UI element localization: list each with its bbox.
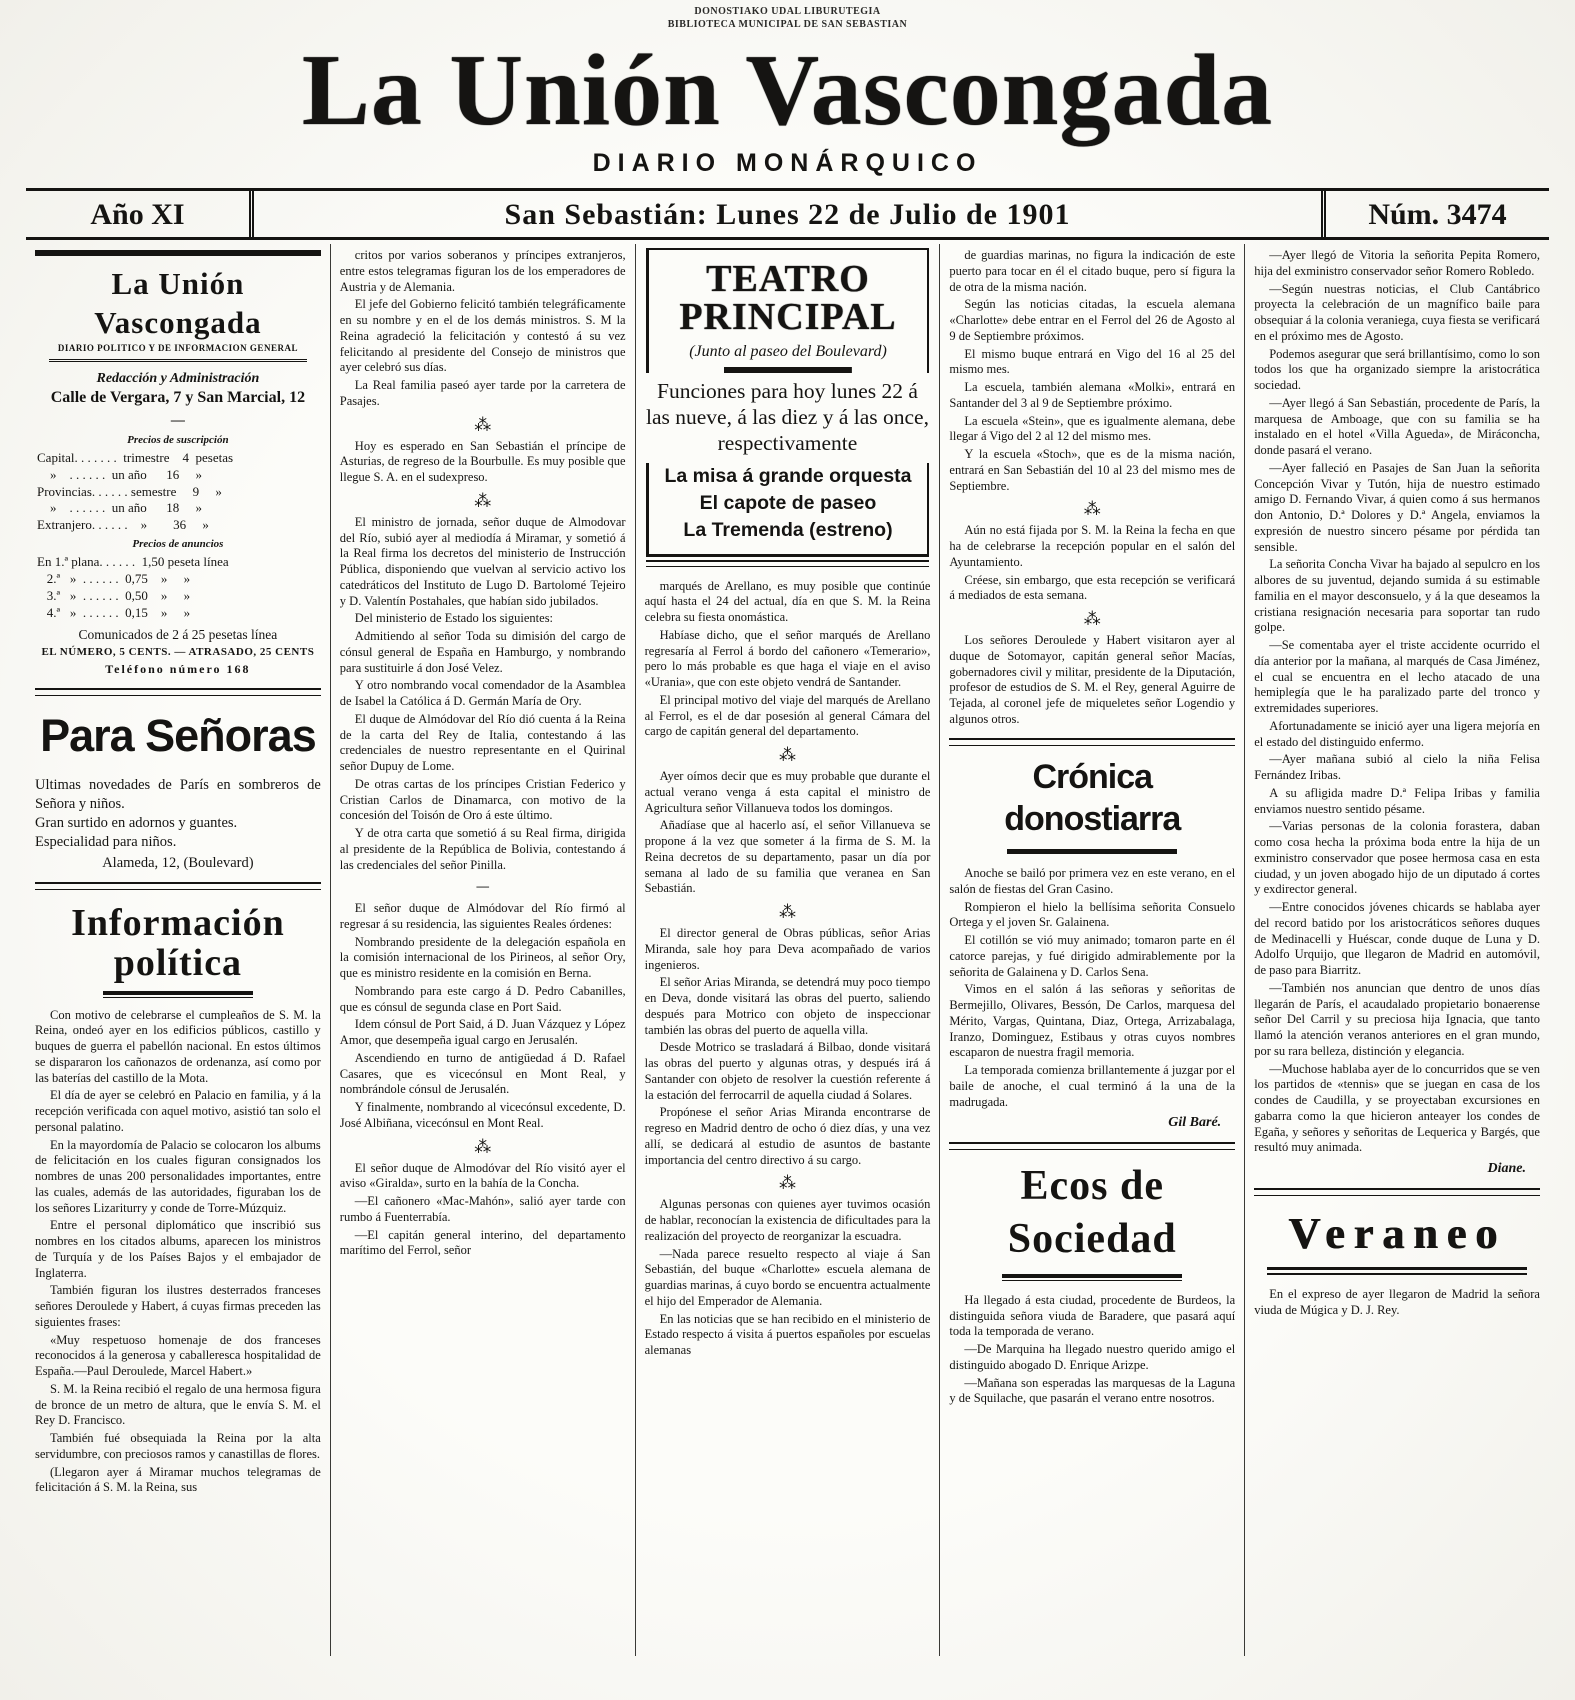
- paragraph: Idem cónsul de Port Said, á D. Juan Vázquez y López Amor, que desempeña igual cargo en Jerusalén.: [339, 1017, 626, 1048]
- paragraph: Rompieron el hielo la bellísima señorita Consuelo Ortega y el joven Sr. Galainena.: [949, 899, 1236, 930]
- paragraph: Nombrando presidente de la delegación española en la comisión internacional de los Pirineos, al señor Ory, que es ministro residente en la comisión en Berna.: [339, 934, 626, 981]
- communiques-line: Comunicados de 2 á 25 pesetas línea: [78, 626, 278, 642]
- paragraph: Y otro nombrando vocal comendador de la Asamblea de Isabel la Católica á D. Germán María de Ory.: [339, 678, 626, 709]
- paragraph: En el expreso de ayer llegaron de Madrid la señora viuda de Múgica y D. J. Rey.: [1254, 1287, 1540, 1317]
- masthead-title: La Unión Vascongada: [301, 34, 1274, 147]
- dateline-year: Año XI: [26, 191, 254, 237]
- divider: —: [170, 413, 185, 429]
- theater-show-title: La misa á grande orquesta: [646, 463, 930, 490]
- theater-show-title: El capote de paseo: [646, 490, 930, 517]
- section-headline: Veraneo: [1254, 1206, 1540, 1275]
- paragraph: Ha llegado á esta ciudad, procedente de Burdeos, la distinguida señora viuda de Baradere, que pasará aquí toda la temporada de verano.: [949, 1292, 1236, 1339]
- paragraph: El cotillón se vió muy animado; tomaron parte en él catorce parejas, y fué dirigido admirablemente por la señorita de Galainena y D. Carlos Sena.: [949, 933, 1236, 979]
- paragraph: El ministro de jornada, señor duque de Almodovar del Río, subió ayer al mediodía á Miramar, y sometió á la Real firma los decretos del ministerio de Instrucción Pública, disponiendo que vuelvan al servicio activo los catedráticos del Instituto de Lugo D. Bartolomé Tejeiro y D. Valentín Postahales, que habían sido jubilados.: [339, 514, 626, 608]
- divider: [1254, 1188, 1540, 1196]
- paragraph: —De Marquina ha llegado nuestro querido amigo el distinguido abogado D. Enrique Arizpe.: [949, 1342, 1236, 1372]
- telephone-line: Teléfono número 168: [105, 662, 251, 677]
- paragraph: En las noticias que se han recibido en el ministerio de Estado respecto á visita á puertos españoles por escuelas alemanas: [644, 1311, 931, 1358]
- paragraph: Propónese el señor Arias Miranda encontrarse de regreso en Madrid dentro de ocho ó diez días, y una vez allí, se dedicará al estudio de asuntos de bastante importancia del centro directivo á su cargo.: [644, 1105, 931, 1167]
- columns-container: [26, 244, 1549, 1656]
- issue-price-line: EL NÚMERO, 5 CENTS. — ATRASADO, 25 CENTS: [41, 645, 315, 658]
- paragraph: La escuela, también alemana «Molki», entrará en Santander del 3 al 9 de Septiembre próximo.: [949, 380, 1236, 410]
- paragraph: Del ministerio de Estado los siguientes:: [354, 611, 554, 626]
- ad-prices-title: Precios de anuncios: [132, 538, 224, 551]
- archive-stamp: [26, 6, 1549, 31]
- office-address: Calle de Vergara, 7 y San Marcial, 12: [50, 389, 306, 407]
- section-headline: Información política: [35, 904, 321, 998]
- paragraph: —Muchose hablaba ayer de lo concurridos que se ven los partidos de «tennis» que se juegan en casa de los condes de Caudilla, y se proyectaban excursiones en gabarra como la que hicieron anteayer los condes de Egaña, y señores y señoritas de Lequerica y Bargés, que resultó muy animada.: [1254, 1061, 1540, 1155]
- paragraph: Anoche se bailó por primera vez en este verano, en el salón de fiestas del Gran Casino.: [949, 866, 1236, 896]
- paragraph: Añadíase que al hacerlo así, el señor Villanueva se propone á la vez que someter á la firma de S. M. la Reina decretos de su departamento, pasar un día por semana al lado de su familia que veranea en San Sebastián.: [644, 818, 931, 896]
- divider: [646, 554, 930, 567]
- paragraph: Créese, sin embargo, que esta recepción se verificará á mediados de esta semana.: [949, 572, 1236, 603]
- paragraph: de guardias marinas, no figura la indicación de este puerto para tocar en él el citado buque, pero sí figura la de otra de la misma nación.: [949, 248, 1236, 294]
- paragraph: También figuran los ilustres desterrados franceses señores Deroulede y Habert, á cuyas firmas preceden las siguientes frases:: [35, 1283, 321, 1329]
- paragraph: Desde Motrico se trasladará á Bilbao, donde visitará las obras del puerto y algunas otras, y después irá á Santander con objeto de resolver la cuestión referente á la estación del ferrocarril de aquella ciudad á Solares.: [644, 1040, 931, 1102]
- paragraph: —Nada parece resuelto respecto al viaje á San Sebastián, del buque «Charlotte» escuela alemana de guardias marinas, á cuyo bordo se encuentra actualmente el hijo del Emperador de Alemania.: [644, 1246, 931, 1308]
- paragraph: El principal motivo del viaje del marqués de Arellano al Ferrol, es el de dar posesión al general Cámara del cargo de capitán general del departamento.: [644, 692, 931, 739]
- archive-stamp-line2: BIBLIOTECA MUNICIPAL DE SAN SEBASTIAN: [667, 18, 908, 30]
- paragraph: critos por varios soberanos y príncipes extranjeros, entre estos telegramas figuran los de los emperadores de Austria y de Alemania.: [339, 248, 626, 294]
- price-line: 3.ª » . . . . . . 0,50 » »: [37, 587, 191, 603]
- paragraph: Algunas personas con quienes ayer tuvimos ocasión de hablar, reconocían la existencia de dificultades para la realización del proyecto de reorganizar la escuadra.: [644, 1197, 931, 1243]
- asterism-separator: ⁂: [474, 490, 492, 510]
- paragraph: Vimos en el salón á las señoras y señoritas de Bermejillo, Olivares, Bessón, De Carlos, marquesa del Mérito, Vargas, Quintana, Diaz, Ortega, Arrizabalaga, Iranzo, Dominguez, Estibaus y otras cuyos nombres escaparon de nuestra fragil memoria.: [949, 982, 1236, 1060]
- paragraph: Nombrando para este cargo á D. Pedro Cabanilles, que es cónsul de segunda clase en Port Said.: [339, 983, 626, 1014]
- paragraph: Ayer oímos decir que es muy probable que durante el actual verano venga á esta capital el ministro de Agricultura señor Villanueva todos los domingos.: [644, 769, 931, 815]
- paragraph: (Llegaron ayer á Miramar muchos telegramas de felicitación á S. M. la Reina, sus: [35, 1464, 321, 1495]
- paragraph: Y de otra carta que sometió á su Real firma, dirigida al presidente de la República de Bolivia, contestando á las credenciales del señor Pinilla.: [339, 826, 626, 872]
- paragraph: Los señores Deroulede y Habert visitaron ayer al duque de Sotomayor, capitán general señor Macías, gobernadores civil y militar, presidente de la Diputación, profesor de estudios de S. M. el Rey, general Aguirre de Tejada, al coronel jefe de miqueletes señor Logendio y algunos otros.: [949, 633, 1236, 726]
- paragraph: —Ayer falleció en Pasajes de San Juan la señorita Concepción Vivar y Tutón, hija de nuestro estimado amigo D. Fernando Vivar, á quien como á sus hermanos don Antonio, D.ª Dolores y D.ª Angela, enviamos la expresión de nuestro sincero pésame por pérdida tan sensible.: [1254, 460, 1540, 554]
- section-headline: Ecos de Sociedad: [949, 1160, 1235, 1281]
- ad-text: Ultimas novedades de París en sombreros de Señora y niños.: [35, 777, 321, 813]
- paragraph: Con motivo de celebrarse el cumpleaños de S. M. la Reina, ondeó ayer en los edificios públicos, castillo y buques de guerra el pabellón nacional. En estos últimos se dispararon los cañonazos de ordenanza, así como por las baterías del castillo de la Mota.: [35, 1007, 321, 1085]
- paragraph: Podemos asegurar que será brillantísimo, como lo son todos los que ha organizado siempre la aristocrática sociedad.: [1254, 346, 1540, 393]
- asterism-separator: ⁂: [1083, 609, 1101, 629]
- paragraph: Habíase dicho, que el señor marqués de Arellano regresaría al Ferrol á bordo del cañonero «Temerario», pero lo más probable es que haga el viaje en el aviso «Urania», que con este objeto vendrá de Santander.: [644, 627, 931, 690]
- section-headline: Crónica donostiarra: [949, 756, 1235, 855]
- masthead-subtitle: DIARIO MONÁRQUICO: [592, 149, 983, 178]
- price-line: 4.ª » . . . . . . 0,15 » »: [37, 604, 191, 620]
- divider: [35, 688, 321, 696]
- column-1: [26, 244, 330, 1656]
- paragraph: El día de ayer se celebró en Palacio en familia, y á la recepción verificada con aquel motivo, asistió tan solo el personal palatino.: [35, 1088, 321, 1134]
- office-label: Redacción y Administración: [96, 371, 260, 387]
- paragraph: Entre el personal diplomático que inscribió sus nombres en los citados albums, aparecen los ministros de Turquía y de los Países Bajos y el embajador de Inglaterra.: [35, 1218, 321, 1280]
- paragraph: El jefe del Gobierno felicitó también telegráficamente en su nombre y en el de los demás ministros. S. M la Reina agradeció la felicitación y contestó á su vez felicitando al presidente del Consejo de ministros que ayer celebró sus días.: [339, 297, 626, 375]
- ad-title: Para Señoras: [40, 709, 316, 761]
- paragraph: El señor duque de Almódovar del Río firmó al regresar á su residencia, las siguientes Reales órdenes:: [339, 901, 626, 931]
- paragraph: —Varias personas de la colonia forastera, daban como cosa hecha la próxima boda entre la hija de un exministro conservador que posee hermosa casa en esta ciudad, y un joven abogado hijo de un diputado á cortes y exdirector general.: [1254, 819, 1540, 897]
- ad-text: Especialidad para niños.: [35, 833, 177, 850]
- divider: [35, 882, 321, 890]
- paragraph: —El capitán general interino, del departamento marítimo del Ferrol, señor: [339, 1227, 626, 1258]
- paper-name: La Unión Vascongada: [94, 266, 262, 341]
- paragraph: Según las noticias citadas, la escuela alemana «Charlotte» debe entrar en el Ferrol del 26 de Agosto al 9 de Septiembre próximos.: [949, 297, 1236, 343]
- paragraph: Y la escuela «Stoch», que es de la misma nación, entrará en San Sebastián del 10 al 23 del mismo mes de Septiembre.: [949, 447, 1236, 493]
- archive-stamp-line1: DONOSTIAKO UDAL LIBURUTEGIA: [694, 6, 881, 17]
- paragraph: La temporada comienza brillantemente á juzgar por el baile de anoche, el cual terminó á la una de la madrugada.: [949, 1063, 1236, 1109]
- paragraph: En la mayordomía de Palacio se colocaron los albums de felicitación en los cuales figuran consignados los nombres de unas 200 personalidades importantes, entre las cuales, además de las autoridades, figuraban los de los señores Lizariturry y conde de Torre-Múzquiz.: [35, 1137, 321, 1215]
- paragraph: También fué obsequiada la Reina por la alta servidumbre, con preciosos ramos y canastillas de flores.: [35, 1431, 321, 1461]
- dateline-date: San Sebastián: Lunes 22 de Julio de 1901: [504, 198, 1071, 232]
- asterism-separator: ⁂: [474, 1136, 492, 1156]
- price-line: 2.ª » . . . . . . 0,75 » »: [37, 570, 191, 586]
- price-line: Capital. . . . . . . trimestre 4 pesetas: [37, 449, 234, 465]
- paragraph: El duque de Almódovar del Río dió cuenta á la Reina de la carta del Rey de Italia, contestando á las credenciales de nuestro representante en el Quirinal señor Dupuy de Lome.: [339, 711, 626, 774]
- column-4: [939, 244, 1244, 1656]
- price-line: Provincias. . . . . . semestre 9 »: [37, 483, 222, 499]
- paragraph: —Ayer llegó de Vitoria la señorita Pepita Romero, hija del exministro conservador señor Romero Robledo.: [1254, 248, 1540, 278]
- paragraph: «Muy respetuoso homenaje de dos franceses reconocidos á la generosa y caballeresca hospitalidad de España.—Paul Deroulede, Marcel Habert.»: [35, 1332, 321, 1379]
- paragraph: De otras cartas de los príncipes Cristian Federico y Cristian Carlos de Dinamarca, con motivo de la concesión del Toisón de Oro á este último.: [339, 776, 626, 823]
- paragraph: El mismo buque entrará en Vigo del 16 al 25 del mismo mes.: [949, 346, 1236, 377]
- column-5: [1244, 244, 1549, 1656]
- paragraph: —Entre conocidos jóvenes chicards se hablaba ayer del record batido por los aristocráticos señores duques de Medinacelli y Huéscar, conde duque de Luna y D. Adolfo Urquijo, que llegaron de Madrid en automóvil, de paso para Biarritz.: [1254, 900, 1540, 978]
- subscription-prices-title: Precios de suscripción: [127, 433, 229, 446]
- paragraph: La señorita Concha Vivar ha bajado al sepulcro en los albores de su juventud, dejando sumida á su estimable familia en el mayor desconsuelo, y á la que deseamos la cristiana resignación necesaria para soportar tan rudo golpe.: [1254, 557, 1540, 635]
- price-line: Extranjero. . . . . . » 36 »: [37, 517, 209, 533]
- paragraph: La Real familia paseó ayer tarde por la carretera de Pasajes.: [339, 378, 626, 408]
- price-line: » . . . . . . un año 18 »: [37, 500, 203, 516]
- paragraph: A su afligida madre D.ª Felipa Iribas y familia enviamos nuestro sentido pésame.: [1254, 785, 1540, 816]
- paragraph: El señor Arias Miranda, se detendrá muy poco tiempo en Deva, donde visitará las obras del puerto, saliendo después para Motrico con objeto de inspeccionar también las obras del puerto de aquella villa.: [644, 975, 931, 1037]
- paragraph: Hoy es esperado en San Sebastián el príncipe de Asturias, de regreso de la Bourbulle. Es muy posible que llegue S. A. en el sudexpreso.: [339, 438, 626, 485]
- dateline-number: Núm. 3474: [1321, 191, 1549, 237]
- paragraph: Y finalmente, nombrando al vicecónsul excedente, D. José Albiñana, vicecónsul en Mont Real.: [339, 1100, 626, 1130]
- paragraph: S. M. la Reina recibió el regalo de una hermosa figura de bronce de un metro de altura, que le envía S. M. el Rey D. Francisco.: [35, 1381, 321, 1428]
- divider: [949, 738, 1235, 746]
- theater-ad-subtitle: (Junto al paseo del Boulevard): [646, 337, 930, 367]
- paragraph: Admitiendo al señor Toda su dimisión del cargo de cónsul general de España en Hamburgo, y nombrando para sustituirle á don José Velez.: [339, 629, 626, 675]
- paragraph: El señor duque de Almodóvar del Río visitó ayer el aviso «Giralda», surto en la bahía de la Concha.: [339, 1160, 626, 1191]
- asterism-separator: ⁂: [1083, 499, 1101, 519]
- paragraph: Afortunadamente se inició ayer una ligera mejoría en el estado del distinguido enfermo.: [1254, 718, 1540, 749]
- byline-signature: Gil Baré.: [1168, 1115, 1222, 1131]
- byline-signature: Diane.: [1487, 1161, 1526, 1177]
- paper-tagline: DIARIO POLITICO Y DE INFORMACION GENERAL: [49, 343, 307, 362]
- divider: [646, 367, 930, 373]
- paragraph: —Según nuestras noticias, el Club Cantábrico proyecta la celebración de un magnífico baile para obsequiar á la colonia veraniega, cuya fiesta se verificará en el próximo mes de Agosto.: [1254, 281, 1540, 343]
- paragraph: —También nos anuncian que dentro de unos días llegarán de París, el acaudalado propietario bonaerense señor Del Carril y su preciosa hija Ignacia, que tanto llamó la atención veranos anteriores en el gran mundo, por su rara belleza, distinción y elegancia.: [1254, 980, 1540, 1058]
- asterism-separator: ⁂: [778, 1173, 796, 1193]
- dateline-bar: [26, 188, 1549, 240]
- asterism-separator: ⁂: [474, 414, 492, 434]
- paragraph: —Se comentaba ayer el triste accidente ocurrido el día anterior por la mañana, al marqués de Casa Jiménez, el cual se encuentra en el lecho atacado de una hemiplegía que le ha paralizado parte del tronco y extremidades superiores.: [1254, 638, 1540, 716]
- paragraph: Aún no está fijada por S. M. la Reina la fecha en que ha de celebrarse la recepción popular en el salón del Ayuntamiento.: [949, 523, 1236, 569]
- paragraph: —El cañonero «Mac-Mahón», salió ayer tarde con rumbo á Fuenterrabía.: [339, 1194, 626, 1224]
- price-line: » . . . . . . un año 16 »: [37, 466, 203, 482]
- column-2: [330, 244, 635, 1656]
- paragraph: La escuela «Stein», que es igualmente alemana, debe llegar á Vigo del 2 al 12 del mismo mes.: [949, 413, 1236, 444]
- price-line: En 1.ª plana. . . . . . 1,50 peseta línea: [37, 554, 229, 570]
- ad-text: Gran surtido en adornos y guantes.: [35, 814, 238, 831]
- paragraph: —Ayer mañana subió al cielo la niña Felisa Fernández Iribas.: [1254, 752, 1540, 783]
- paragraph: El director general de Obras públicas, señor Arias Miranda, sale hoy para Deva acompañado de varios ingenieros.: [644, 926, 931, 972]
- column-3: [635, 244, 940, 1656]
- paragraph: Ascendiendo en turno de antigüedad á D. Rafael Casares, que es vicecónsul en Mont Real, y nombrándole cónsul de Jerusalén.: [339, 1050, 626, 1097]
- asterism-separator: ⁂: [778, 745, 796, 765]
- paragraph: marqués de Arellano, es muy posible que continúe aquí hasta el 24 del actual, día en que S. M. la Reina celebra su fiesta onomástica.: [644, 578, 931, 625]
- divider: [35, 250, 321, 256]
- divider: [949, 1142, 1235, 1150]
- theater-show-title: La Tremenda (estreno): [646, 517, 930, 553]
- theater-ad-title: TEATRO PRINCIPAL: [646, 248, 930, 337]
- dash-separator: —: [476, 879, 489, 894]
- paragraph: —Mañana son esperadas las marquesas de la Laguna y de Squilache, que pasarán el verano entre nosotros.: [949, 1375, 1236, 1406]
- paragraph: —Ayer llegó á San Sebastián, procedente de París, la marquesa de Amboage, que con su familia se ha instalado en el hotel «Villa Agueda», de Miráconcha, donde pasará el verano.: [1254, 395, 1540, 458]
- theater-ad-schedule: Funciones para hoy lunes 22 á las nueve, á las diez y á las once, respectivamente: [646, 379, 929, 455]
- ad-address: Alameda, 12, (Boulevard): [102, 854, 254, 871]
- asterism-separator: ⁂: [778, 902, 796, 922]
